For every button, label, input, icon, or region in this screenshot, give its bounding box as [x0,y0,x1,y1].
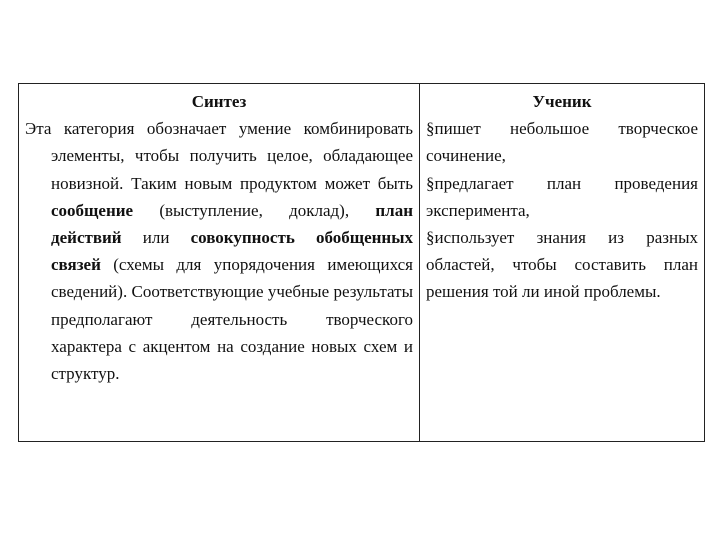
student-item [426,224,698,306]
synthesis-description [25,115,413,387]
text-segment: (выступление, доклад), [133,200,376,220]
student-item-text: использует знания из разных областей, чтобы составить план решения той ли иной проблемы. [426,228,698,302]
student-header: Ученик [532,92,592,111]
student-cell [420,84,705,442]
bullet-icon: § [426,173,435,193]
bold-term-message: сообщение [51,200,134,220]
student-item-text: предлагает план проведения эксперимента, [426,173,698,220]
student-item-text: пишет небольшое творческое сочинение, [426,119,698,166]
student-item [426,170,698,224]
student-item [426,115,698,169]
synthesis-cell [19,84,420,442]
text-segment: (схемы для упорядочения имеющихся сведений). Соответствующие учебные результаты предполагают деятельность творческого характера с акцентом на создание новых схем и структур. [51,255,413,384]
bold-term-relations: совокупность обобщенных связей [51,228,413,275]
text-segment: или [121,228,191,248]
bold-term-plan: план действий [51,200,413,248]
synthesis-header: Синтез [191,92,247,111]
bullet-icon: § [426,119,435,139]
table-row [19,84,705,442]
comparison-table [18,83,705,442]
text-segment: Эта категория обозначает умение комбинировать элементы, чтобы получить целое, обладающее новизной. Таким новым продуктом может быть [25,119,413,193]
bullet-icon: § [426,228,435,248]
